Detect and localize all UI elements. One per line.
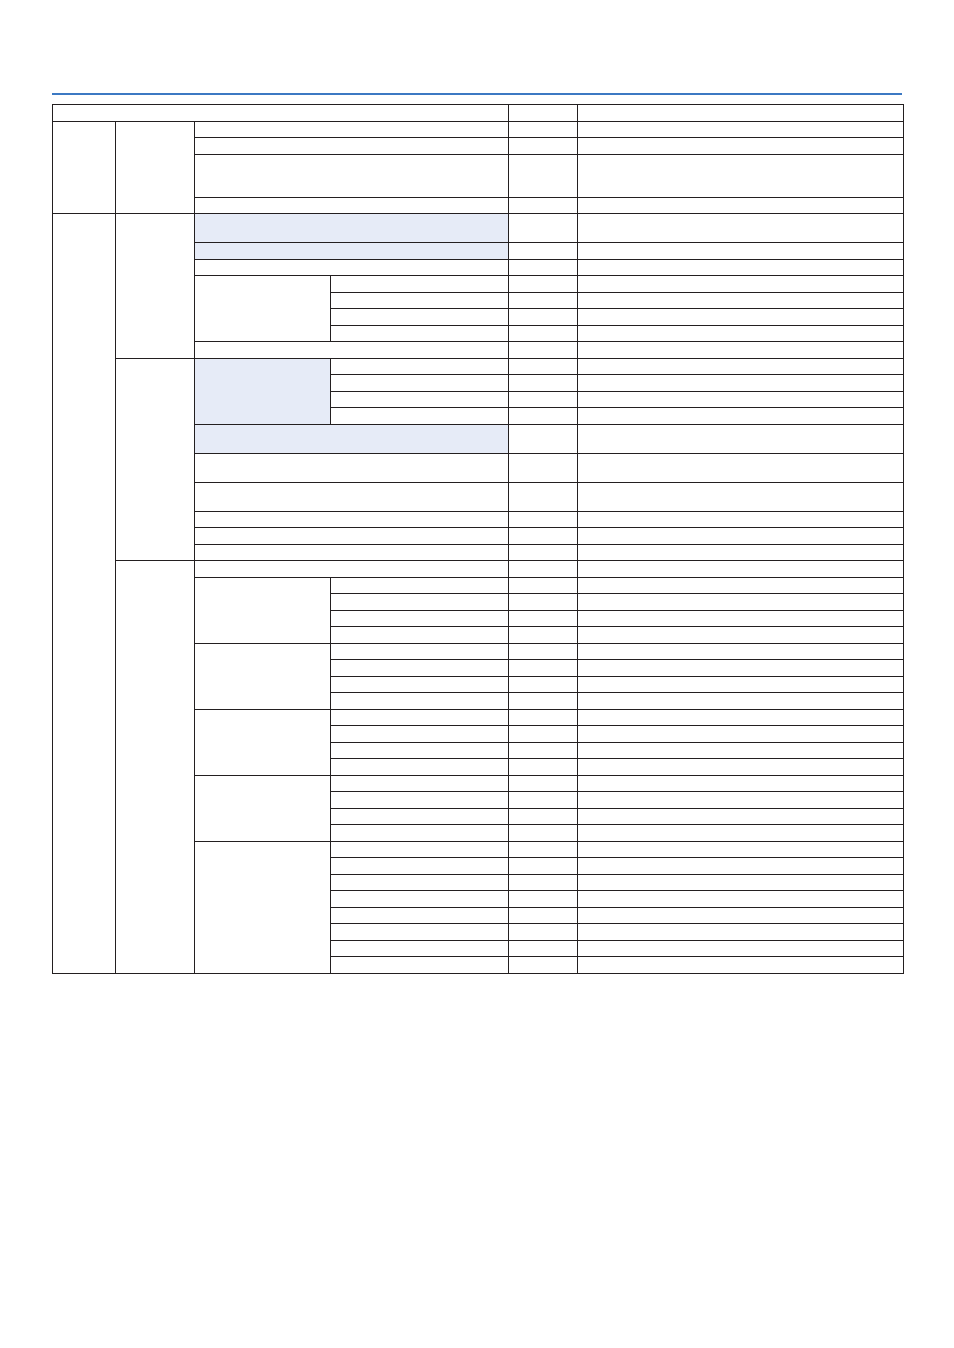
subgroup-top: [195, 577, 331, 643]
options-value: [578, 243, 904, 260]
menu-table: [52, 104, 904, 974]
item-label: [331, 627, 509, 644]
options-value: [578, 775, 904, 792]
default-value: [509, 594, 578, 611]
default-value: [509, 292, 578, 309]
subgroup-pip-setting: [195, 276, 331, 342]
subgroup-black-level: [195, 841, 331, 973]
item-label: [331, 610, 509, 627]
item-label: [195, 453, 509, 482]
item-label: [195, 342, 509, 359]
options-value: [578, 594, 904, 611]
item-label: [195, 121, 509, 138]
item-label: [331, 643, 509, 660]
category-display: [53, 214, 116, 974]
options-value: [578, 726, 904, 743]
item-label: [331, 792, 509, 809]
options-value: [578, 742, 904, 759]
item-label: [331, 276, 509, 293]
default-value: [509, 544, 578, 561]
item-label: [195, 424, 509, 453]
default-value: [509, 424, 578, 453]
category-adjust: [53, 121, 116, 214]
subgroup-bottom: [195, 643, 331, 709]
options-value: [578, 358, 904, 375]
table-row: [53, 561, 904, 578]
default-value: [509, 453, 578, 482]
options-value: [578, 138, 904, 155]
item-label: [331, 841, 509, 858]
options-value: [578, 660, 904, 677]
table-row: [53, 214, 904, 243]
options-value: [578, 792, 904, 809]
options-value: [578, 453, 904, 482]
group-edge-blending: [116, 561, 195, 974]
item-label: [195, 259, 509, 276]
item-label: [331, 577, 509, 594]
item-label: [331, 408, 509, 425]
default-value: [509, 676, 578, 693]
item-label: [331, 709, 509, 726]
default-value: [509, 891, 578, 908]
item-label: [195, 511, 509, 528]
item-label: [195, 561, 509, 578]
default-value: [509, 391, 578, 408]
options-value: [578, 544, 904, 561]
default-value: [509, 643, 578, 660]
default-value: [509, 408, 578, 425]
item-label: [331, 292, 509, 309]
default-value: [509, 259, 578, 276]
item-label: [331, 940, 509, 957]
options-value: [578, 309, 904, 326]
table-row: [53, 358, 904, 375]
default-value: [509, 610, 578, 627]
options-value: [578, 610, 904, 627]
item-label: [331, 858, 509, 875]
options-value: [578, 808, 904, 825]
item-label: [331, 742, 509, 759]
default-value: [509, 342, 578, 359]
item-label: [331, 660, 509, 677]
options-value: [578, 408, 904, 425]
options-value: [578, 907, 904, 924]
default-value: [509, 358, 578, 375]
item-label: [331, 891, 509, 908]
default-value: [509, 325, 578, 342]
item-label: [195, 528, 509, 545]
item-label: [331, 325, 509, 342]
options-value: [578, 214, 904, 243]
default-value: [509, 660, 578, 677]
header-default: [509, 105, 578, 122]
item-label: [195, 482, 509, 511]
subgroup-left: [195, 709, 331, 775]
options-value: [578, 197, 904, 214]
default-value: [509, 561, 578, 578]
options-value: [578, 154, 904, 197]
default-value: [509, 214, 578, 243]
default-value: [509, 709, 578, 726]
group-3d-settings: [116, 121, 195, 214]
item-label: [331, 759, 509, 776]
item-label: [331, 957, 509, 974]
options-value: [578, 577, 904, 594]
default-value: [509, 874, 578, 891]
default-value: [509, 825, 578, 842]
options-value: [578, 375, 904, 392]
options-value: [578, 957, 904, 974]
item-label: [331, 874, 509, 891]
header-options: [578, 105, 904, 122]
default-value: [509, 907, 578, 924]
default-value: [509, 309, 578, 326]
default-value: [509, 759, 578, 776]
options-value: [578, 276, 904, 293]
options-value: [578, 561, 904, 578]
options-value: [578, 424, 904, 453]
default-value: [509, 858, 578, 875]
item-label: [331, 907, 509, 924]
default-value: [509, 511, 578, 528]
options-value: [578, 841, 904, 858]
item-label: [331, 808, 509, 825]
default-value: [509, 627, 578, 644]
item-label: [331, 726, 509, 743]
options-value: [578, 874, 904, 891]
table-header-row: [53, 105, 904, 122]
options-value: [578, 511, 904, 528]
item-label: [195, 544, 509, 561]
item-label: [195, 138, 509, 155]
default-value: [509, 154, 578, 197]
item-label: [331, 309, 509, 326]
default-value: [509, 375, 578, 392]
default-value: [509, 138, 578, 155]
options-value: [578, 825, 904, 842]
default-value: [509, 577, 578, 594]
options-value: [578, 858, 904, 875]
item-label: [195, 243, 509, 260]
options-value: [578, 940, 904, 957]
options-value: [578, 482, 904, 511]
options-value: [578, 259, 904, 276]
default-value: [509, 693, 578, 710]
options-value: [578, 342, 904, 359]
group-pip: [116, 214, 195, 359]
header-menu-item: [53, 105, 509, 122]
default-value: [509, 243, 578, 260]
item-label: [195, 154, 509, 197]
item-label: [331, 358, 509, 375]
options-value: [578, 528, 904, 545]
item-label: [331, 825, 509, 842]
subgroup-keystone: [195, 358, 331, 424]
default-value: [509, 482, 578, 511]
default-value: [509, 197, 578, 214]
options-value: [578, 121, 904, 138]
item-label: [331, 594, 509, 611]
default-value: [509, 276, 578, 293]
default-value: [509, 121, 578, 138]
default-value: [509, 742, 578, 759]
options-value: [578, 391, 904, 408]
options-value: [578, 643, 904, 660]
item-label: [331, 676, 509, 693]
default-value: [509, 957, 578, 974]
default-value: [509, 808, 578, 825]
options-value: [578, 325, 904, 342]
item-label: [195, 197, 509, 214]
table-row: [53, 121, 904, 138]
item-label: [331, 924, 509, 941]
item-label: [331, 375, 509, 392]
options-value: [578, 709, 904, 726]
subgroup-right: [195, 775, 331, 841]
options-value: [578, 891, 904, 908]
group-geometric-correction: [116, 358, 195, 561]
header-divider: [52, 93, 902, 95]
options-value: [578, 627, 904, 644]
default-value: [509, 792, 578, 809]
default-value: [509, 940, 578, 957]
item-label: [331, 775, 509, 792]
options-value: [578, 676, 904, 693]
item-label: [331, 693, 509, 710]
default-value: [509, 726, 578, 743]
options-value: [578, 292, 904, 309]
default-value: [509, 924, 578, 941]
options-value: [578, 693, 904, 710]
options-value: [578, 924, 904, 941]
item-label: [195, 214, 509, 243]
item-label: [331, 391, 509, 408]
default-value: [509, 528, 578, 545]
default-value: [509, 775, 578, 792]
options-value: [578, 759, 904, 776]
default-value: [509, 841, 578, 858]
